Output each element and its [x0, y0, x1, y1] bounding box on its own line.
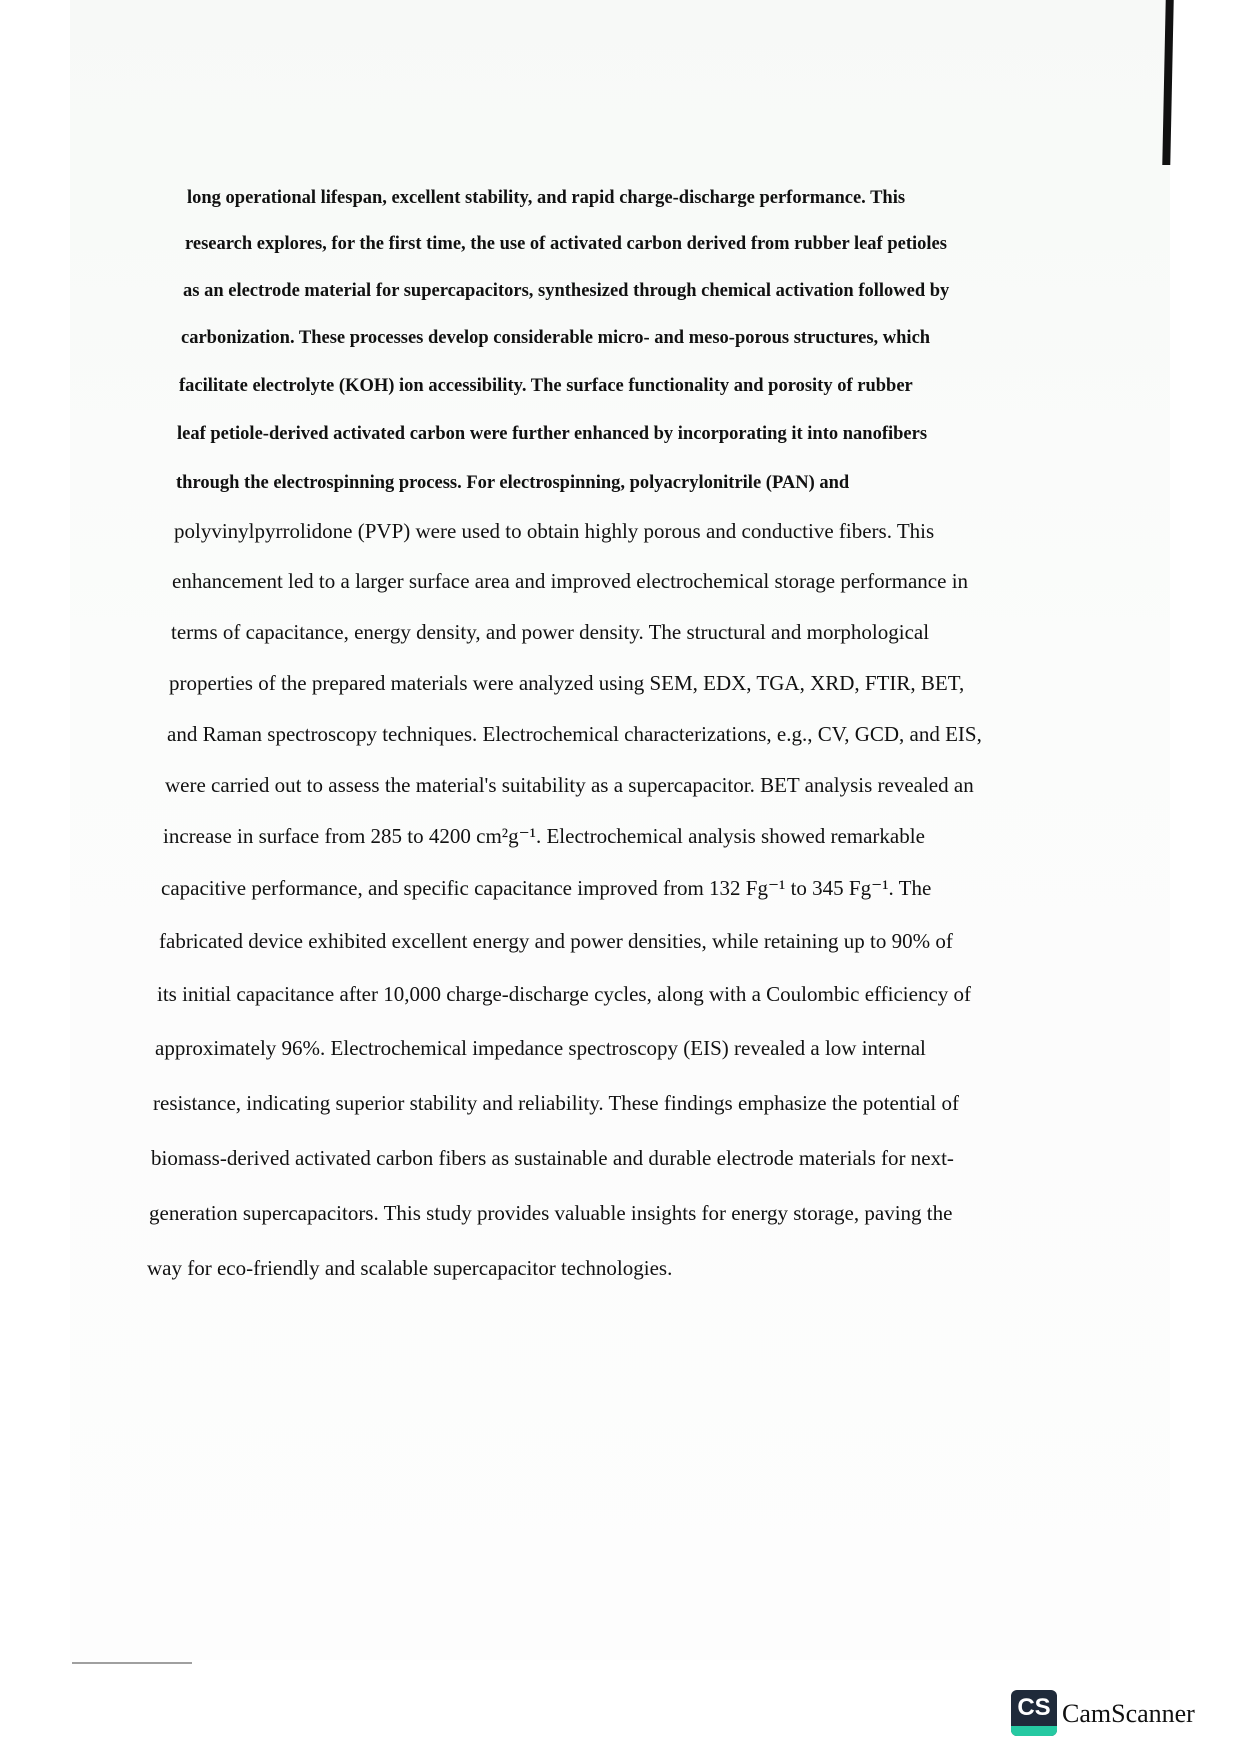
- text-line: properties of the prepared materials were analyzed using SEM, EDX, TGA, XRD, FTIR, BET,: [169, 671, 965, 695]
- camscanner-logo-icon: [1011, 1690, 1057, 1736]
- text-line: capacitive performance, and specific capacitance improved from 132 Fg⁻¹ to 345 Fg⁻¹. The: [161, 876, 932, 900]
- text-line: generation supercapacitors. This study provides valuable insights for energy storage, paving the: [149, 1201, 953, 1225]
- text-line: increase in surface from 285 to 4200 cm²g⁻¹. Electrochemical analysis showed remarkable: [163, 824, 925, 848]
- text-line: leaf petiole-derived activated carbon were further enhanced by incorporating it into nanofibers: [177, 424, 928, 444]
- text-line: carbonization. These processes develop considerable micro- and meso-porous structures, which: [181, 328, 931, 348]
- logo-stripe: [1011, 1726, 1057, 1736]
- text-line: research explores, for the first time, the use of activated carbon derived from rubber leaf petioles: [185, 234, 947, 254]
- text-line: through the electrospinning process. For electrospinning, polyacrylonitrile (PAN) and: [176, 473, 850, 493]
- text-line: as an electrode material for supercapacitors, synthesized through chemical activation followed by: [183, 281, 950, 301]
- text-line: long operational lifespan, excellent stability, and rapid charge-discharge performance. This: [187, 188, 906, 208]
- text-line: and Raman spectroscopy techniques. Electrochemical characterizations, e.g., CV, GCD, and EIS,: [167, 722, 982, 746]
- text-line: its initial capacitance after 10,000 charge-discharge cycles, along with a Coulombic efficiency of: [157, 982, 972, 1006]
- text-line: fabricated device exhibited excellent energy and power densities, while retaining up to 90% of: [159, 929, 953, 953]
- text-line: enhancement led to a larger surface area and improved electrochemical storage performance in: [172, 569, 969, 593]
- text-line: resistance, indicating superior stability and reliability. These findings emphasize the potential of: [153, 1091, 959, 1115]
- text-line: terms of capacitance, energy density, and power density. The structural and morphological: [171, 620, 930, 644]
- text-line: facilitate electrolyte (KOH) ion accessibility. The surface functionality and porosity of rubber: [179, 376, 913, 396]
- text-line: were carried out to assess the material's suitability as a supercapacitor. BET analysis revealed an: [165, 773, 974, 797]
- logo-letters: CS: [1017, 1694, 1051, 1721]
- text-line: way for eco-friendly and scalable supercapacitor technologies.: [147, 1256, 673, 1280]
- text-line: approximately 96%. Electrochemical impedance spectroscopy (EIS) revealed a low internal: [155, 1036, 926, 1060]
- camscanner-watermark: CamScanner: [1062, 1699, 1195, 1728]
- text-line: biomass-derived activated carbon fibers as sustainable and durable electrode materials for next-: [151, 1146, 954, 1170]
- footer-rule: [72, 1662, 192, 1664]
- text-line: polyvinylpyrrolidone (PVP) were used to obtain highly porous and conductive fibers. This: [174, 519, 935, 543]
